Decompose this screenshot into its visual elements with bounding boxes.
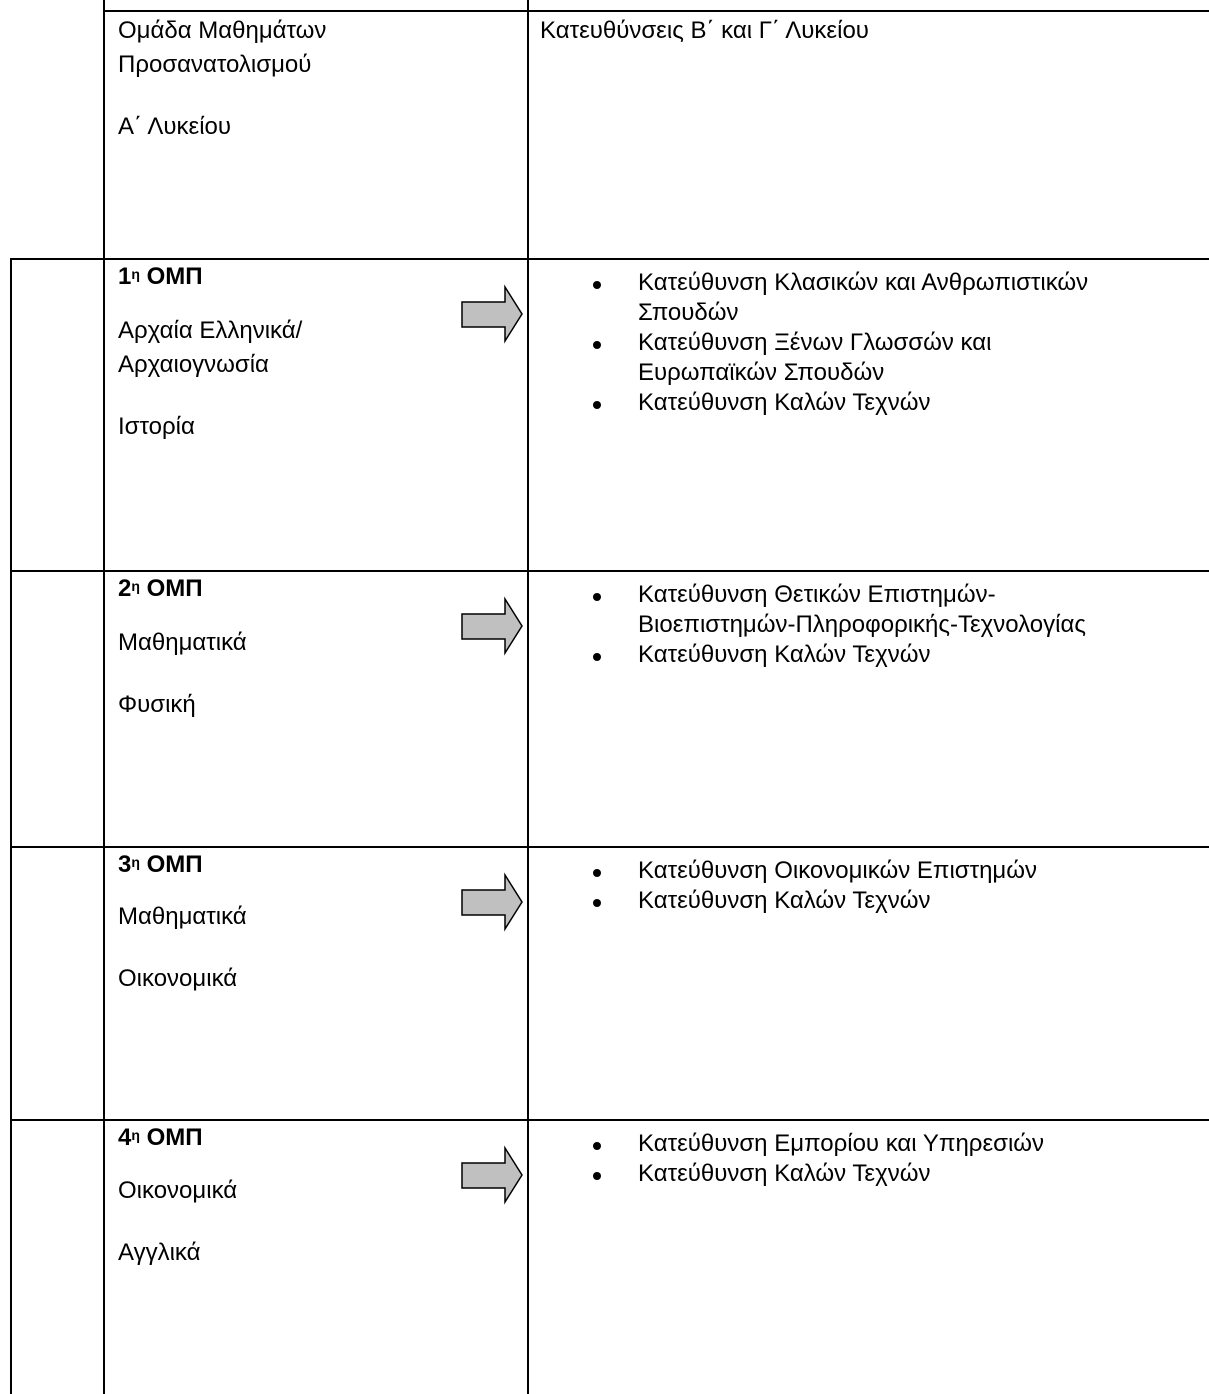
group-title: [118, 1123, 203, 1153]
direction-text-line: Σπουδών: [638, 299, 739, 326]
direction-item: [580, 328, 1088, 388]
bullet-icon: [593, 653, 601, 661]
direction-text-line: Κατεύθυνση Καλών Τεχνών: [638, 641, 931, 668]
direction-item: [580, 268, 1088, 328]
group-ordinal: η: [131, 266, 140, 282]
table-row-divider-3: [10, 846, 1209, 848]
direction-item: [580, 580, 1086, 640]
direction-item: [580, 640, 1086, 670]
subject-name: Οικονομικά: [118, 965, 238, 992]
table-row-divider-2: [10, 570, 1209, 572]
subject-name: Αγγλικά: [118, 1239, 201, 1266]
direction-text-line: Κατεύθυνση Κλασικών και Ανθρωπιστικών: [638, 269, 1089, 296]
direction-item: [580, 388, 1088, 418]
right-arrow-icon: [461, 282, 523, 344]
subject-name: Μαθηματικά: [118, 903, 247, 930]
bullet-icon: [593, 869, 601, 877]
table-row-divider-4: [10, 1119, 1209, 1121]
directions-list: [580, 856, 1037, 916]
header-left-line1: Ομάδα Μαθημάτων: [118, 17, 327, 44]
group-ordinal: η: [131, 1127, 140, 1143]
direction-item: [580, 1159, 1044, 1189]
bullet-icon: [593, 401, 601, 409]
subject-name: Φυσική: [118, 691, 196, 718]
bullet-icon: [593, 341, 601, 349]
table-column-divider: [527, 0, 529, 1394]
right-arrow-icon: [461, 870, 523, 932]
group-title: [118, 262, 203, 292]
subject-name: Μαθηματικά: [118, 629, 247, 656]
table-border-top: [103, 10, 1209, 12]
group-ordinal: η: [131, 854, 140, 870]
bullet-icon: [593, 281, 601, 289]
direction-text-line: Κατεύθυνση Οικονομικών Επιστημών: [638, 857, 1037, 884]
directions-list: [580, 580, 1086, 670]
group-number: 1: [118, 263, 132, 290]
subject-name: Αρχαία Ελληνικά/: [118, 317, 303, 344]
direction-text-line: Ευρωπαϊκών Σπουδών: [638, 359, 885, 386]
group-title: [118, 574, 203, 604]
direction-text-line: Κατεύθυνση Ξένων Γλωσσών και: [638, 329, 992, 356]
direction-text-line: Κατεύθυνση Θετικών Επιστημών-: [638, 581, 996, 608]
group-number: 2: [118, 575, 132, 602]
direction-text-line: Κατεύθυνση Καλών Τεχνών: [638, 887, 931, 914]
subject-name: Οικονομικά: [118, 1177, 238, 1204]
direction-text-line: Κατεύθυνση Εμπορίου και Υπηρεσιών: [638, 1130, 1045, 1157]
bullet-icon: [593, 899, 601, 907]
subject-name: Ιστορία: [118, 413, 195, 440]
bullet-icon: [593, 593, 601, 601]
group-title: [118, 850, 203, 880]
direction-text-line: Κατεύθυνση Καλών Τεχνών: [638, 1160, 931, 1187]
bullet-icon: [593, 1142, 601, 1150]
header-left-line3: Α΄ Λυκείου: [118, 113, 232, 140]
directions-list: [580, 268, 1088, 418]
group-ordinal: η: [131, 578, 140, 594]
group-number: 4: [118, 1124, 132, 1151]
direction-text-line: Κατεύθυνση Καλών Τεχνών: [638, 389, 931, 416]
direction-item: [580, 856, 1037, 886]
subject-name: Αρχαιογνωσία: [118, 351, 269, 378]
bullet-icon: [593, 1172, 601, 1180]
group-abbr: ΟΜΠ: [146, 1124, 203, 1151]
group-number: 3: [118, 851, 132, 878]
directions-list: [580, 1129, 1044, 1189]
table-border-left-outer: [10, 258, 12, 1394]
table-row-divider-1: [10, 258, 1209, 260]
right-arrow-icon: [461, 1143, 523, 1205]
group-abbr: ΟΜΠ: [146, 851, 203, 878]
table-border-left: [103, 0, 105, 1394]
header-left-line2: Προσανατολισμού: [118, 51, 312, 78]
group-abbr: ΟΜΠ: [146, 263, 203, 290]
header-right: Κατευθύνσεις Β΄ και Γ΄ Λυκείου: [540, 17, 869, 44]
direction-item: [580, 886, 1037, 916]
direction-item: [580, 1129, 1044, 1159]
group-abbr: ΟΜΠ: [146, 575, 203, 602]
direction-text-line: Βιοεπιστημών-Πληροφορικής-Τεχνολογίας: [638, 611, 1086, 638]
right-arrow-icon: [461, 594, 523, 656]
